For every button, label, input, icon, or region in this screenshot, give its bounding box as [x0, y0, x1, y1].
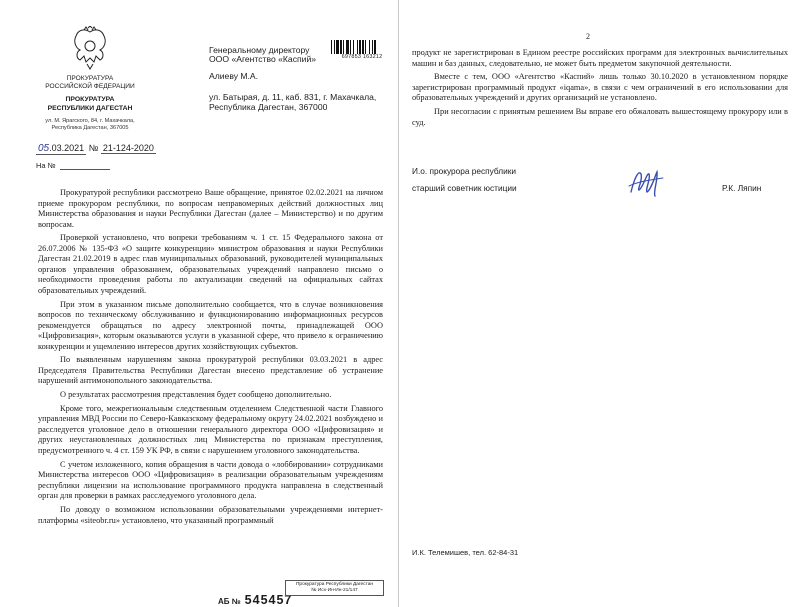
signatory-name: Р.К. Ляпин — [722, 183, 762, 193]
executor-contact: И.К. Телемишев, тел. 62-84-31 — [412, 548, 519, 557]
recipient-name: Алиеву М.А. — [209, 71, 259, 81]
barcode-number: 697853 163212 — [341, 54, 383, 60]
reply-to-number-line: На № — [36, 161, 110, 170]
letter-page-1 — [0, 0, 399, 607]
recipient-address: ул. Батырая, д. 11, каб. 831, г. Махачкала, Республика Дагестан, 367000 — [209, 92, 377, 112]
signatory-role: старший советник юстиции — [412, 183, 517, 193]
paragraph: По доводу о возможном использовании образовательными учреждениями интернет-платформы «siteobr.ru» установлено, что указанный программный — [38, 505, 383, 525]
letter-number: 21-124-2020 — [102, 143, 154, 153]
paragraph: продукт не зарегистрирован в Едином реестре российских программ для электронных вычислительных машин и баз данных, следовательно, не может быть предметом закупочной деятельности. — [412, 48, 788, 68]
recipient-company: ООО «Агентство «Каспий» — [209, 54, 317, 64]
letter-body — [38, 188, 383, 529]
paragraph: Прокуратурой республики рассмотрено Ваше обращение, принятое 02.02.2021 на личном приеме прокурором республики, по вопросам неправомерных действий должностных лиц Министерства образования и науки Республики Дагестан (далее – Министерство) и по другим вопросам. — [38, 188, 383, 229]
paragraph: С учетом изложенного, копия обращения в части довода о «лоббировании» сотрудниками Министерства интересов ООО «Цифровизация» в реализации образовательным учреждениям республики лицензии на использование программного продукта направлена в следственный орган для проверки в рамках расследуемого уголовного дела. — [38, 459, 383, 501]
letter-body-continued — [412, 48, 788, 131]
double-headed-eagle-emblem-icon — [70, 26, 110, 70]
org-header-federal: ПРОКУРАТУРА РОССИЙСКОЙ ФЕДЕРАЦИИ — [45, 75, 135, 90]
letter-page-2 — [400, 0, 800, 607]
signatory-title: И.о. прокурора республики — [412, 166, 516, 176]
org-header-regional: ПРОКУРАТУРА РЕСПУБЛИКИ ДАГЕСТАН — [47, 96, 133, 112]
paragraph: По выявленным нарушениям закона прокуратурой республики 03.03.2021 в адрес Председателя Правительства Республики Дагестан внесено представление об устранение нарушений антимонопольного законодательства. — [38, 355, 383, 386]
paragraph: О результатах рассмотрения представления будет сообщено дополнительно. — [60, 390, 332, 400]
handwritten-day: 05 — [38, 143, 50, 154]
paragraph: Кроме того, межрегиональным следственным отделением Следственной части Главного управления МВД России по Северо-Кавказскому федеральному округу 24.02.2021 возбуждено и расследуется уголовное дело в отношении генерального директора ООО «Цифровизация» и других неустановленных должностных лиц Министерства по признакам преступления, предусмотренного ч. 4 ст. 159 УК РФ, в связи с нарушением уголовного законодательства. — [38, 403, 383, 455]
page-number: 2 — [586, 32, 590, 41]
paragraph: При несогласии с принятым решением Вы вправе его обжаловать вышестоящему прокурору или в суд. — [412, 107, 788, 127]
registration-stamp: Прокуратура Республики Дагестан № Исх-Ин-Ин-21/147 — [285, 580, 384, 596]
handwritten-signature-icon — [625, 166, 667, 200]
recipient-title: Генеральному директору — [209, 45, 310, 55]
paragraph: При этом в указанном письме дополнительно сообщается, что в случае возникновения вопросов по техническому обслуживанию и функционированию информационных ресурсов рекомендуется обращаться по адресу электронной почты, принадлежащей ООО «Цифровизация», которым оказываются услуги в указанной сфере, что привело к ограничению конкуренции и ущемлению интересов других хозяйствующих субъектов. — [38, 299, 383, 351]
paragraph: Проверкой установлено, что вопреки требованиям ч. 1 ст. 15 Федерального закона от 26.07.2006 № 135-ФЗ «О защите конкуренции» министром образования и науки Республики Дагестан 21.02.2019 в адрес глав муниципальных образований, руководителей муниципальных органов управления образованием, образовательных учреждений направлено письмо о необходимости проведения работы по актуализации сведений на официальных сайтах образовательных учреждений. — [38, 233, 383, 295]
org-address: ул. М. Ярагского, 84, г. Махачкала, Республика Дагестан, 367005 — [45, 118, 135, 131]
letter-date-number: 05.03.2021 № 21-124-2020 — [38, 143, 154, 154]
barcode-icon — [330, 40, 394, 54]
barcode — [330, 40, 394, 60]
form-serial: АБ № 545457 — [218, 593, 293, 607]
paragraph: Вместе с тем, ООО «Агентство «Каспий» лишь только 30.10.2020 в установленном порядке зарегистрирован программный продукт «iqama», в связи с чем ограничений в его использовании для образовательных учреждений и других организаций не установлено. — [412, 72, 788, 103]
